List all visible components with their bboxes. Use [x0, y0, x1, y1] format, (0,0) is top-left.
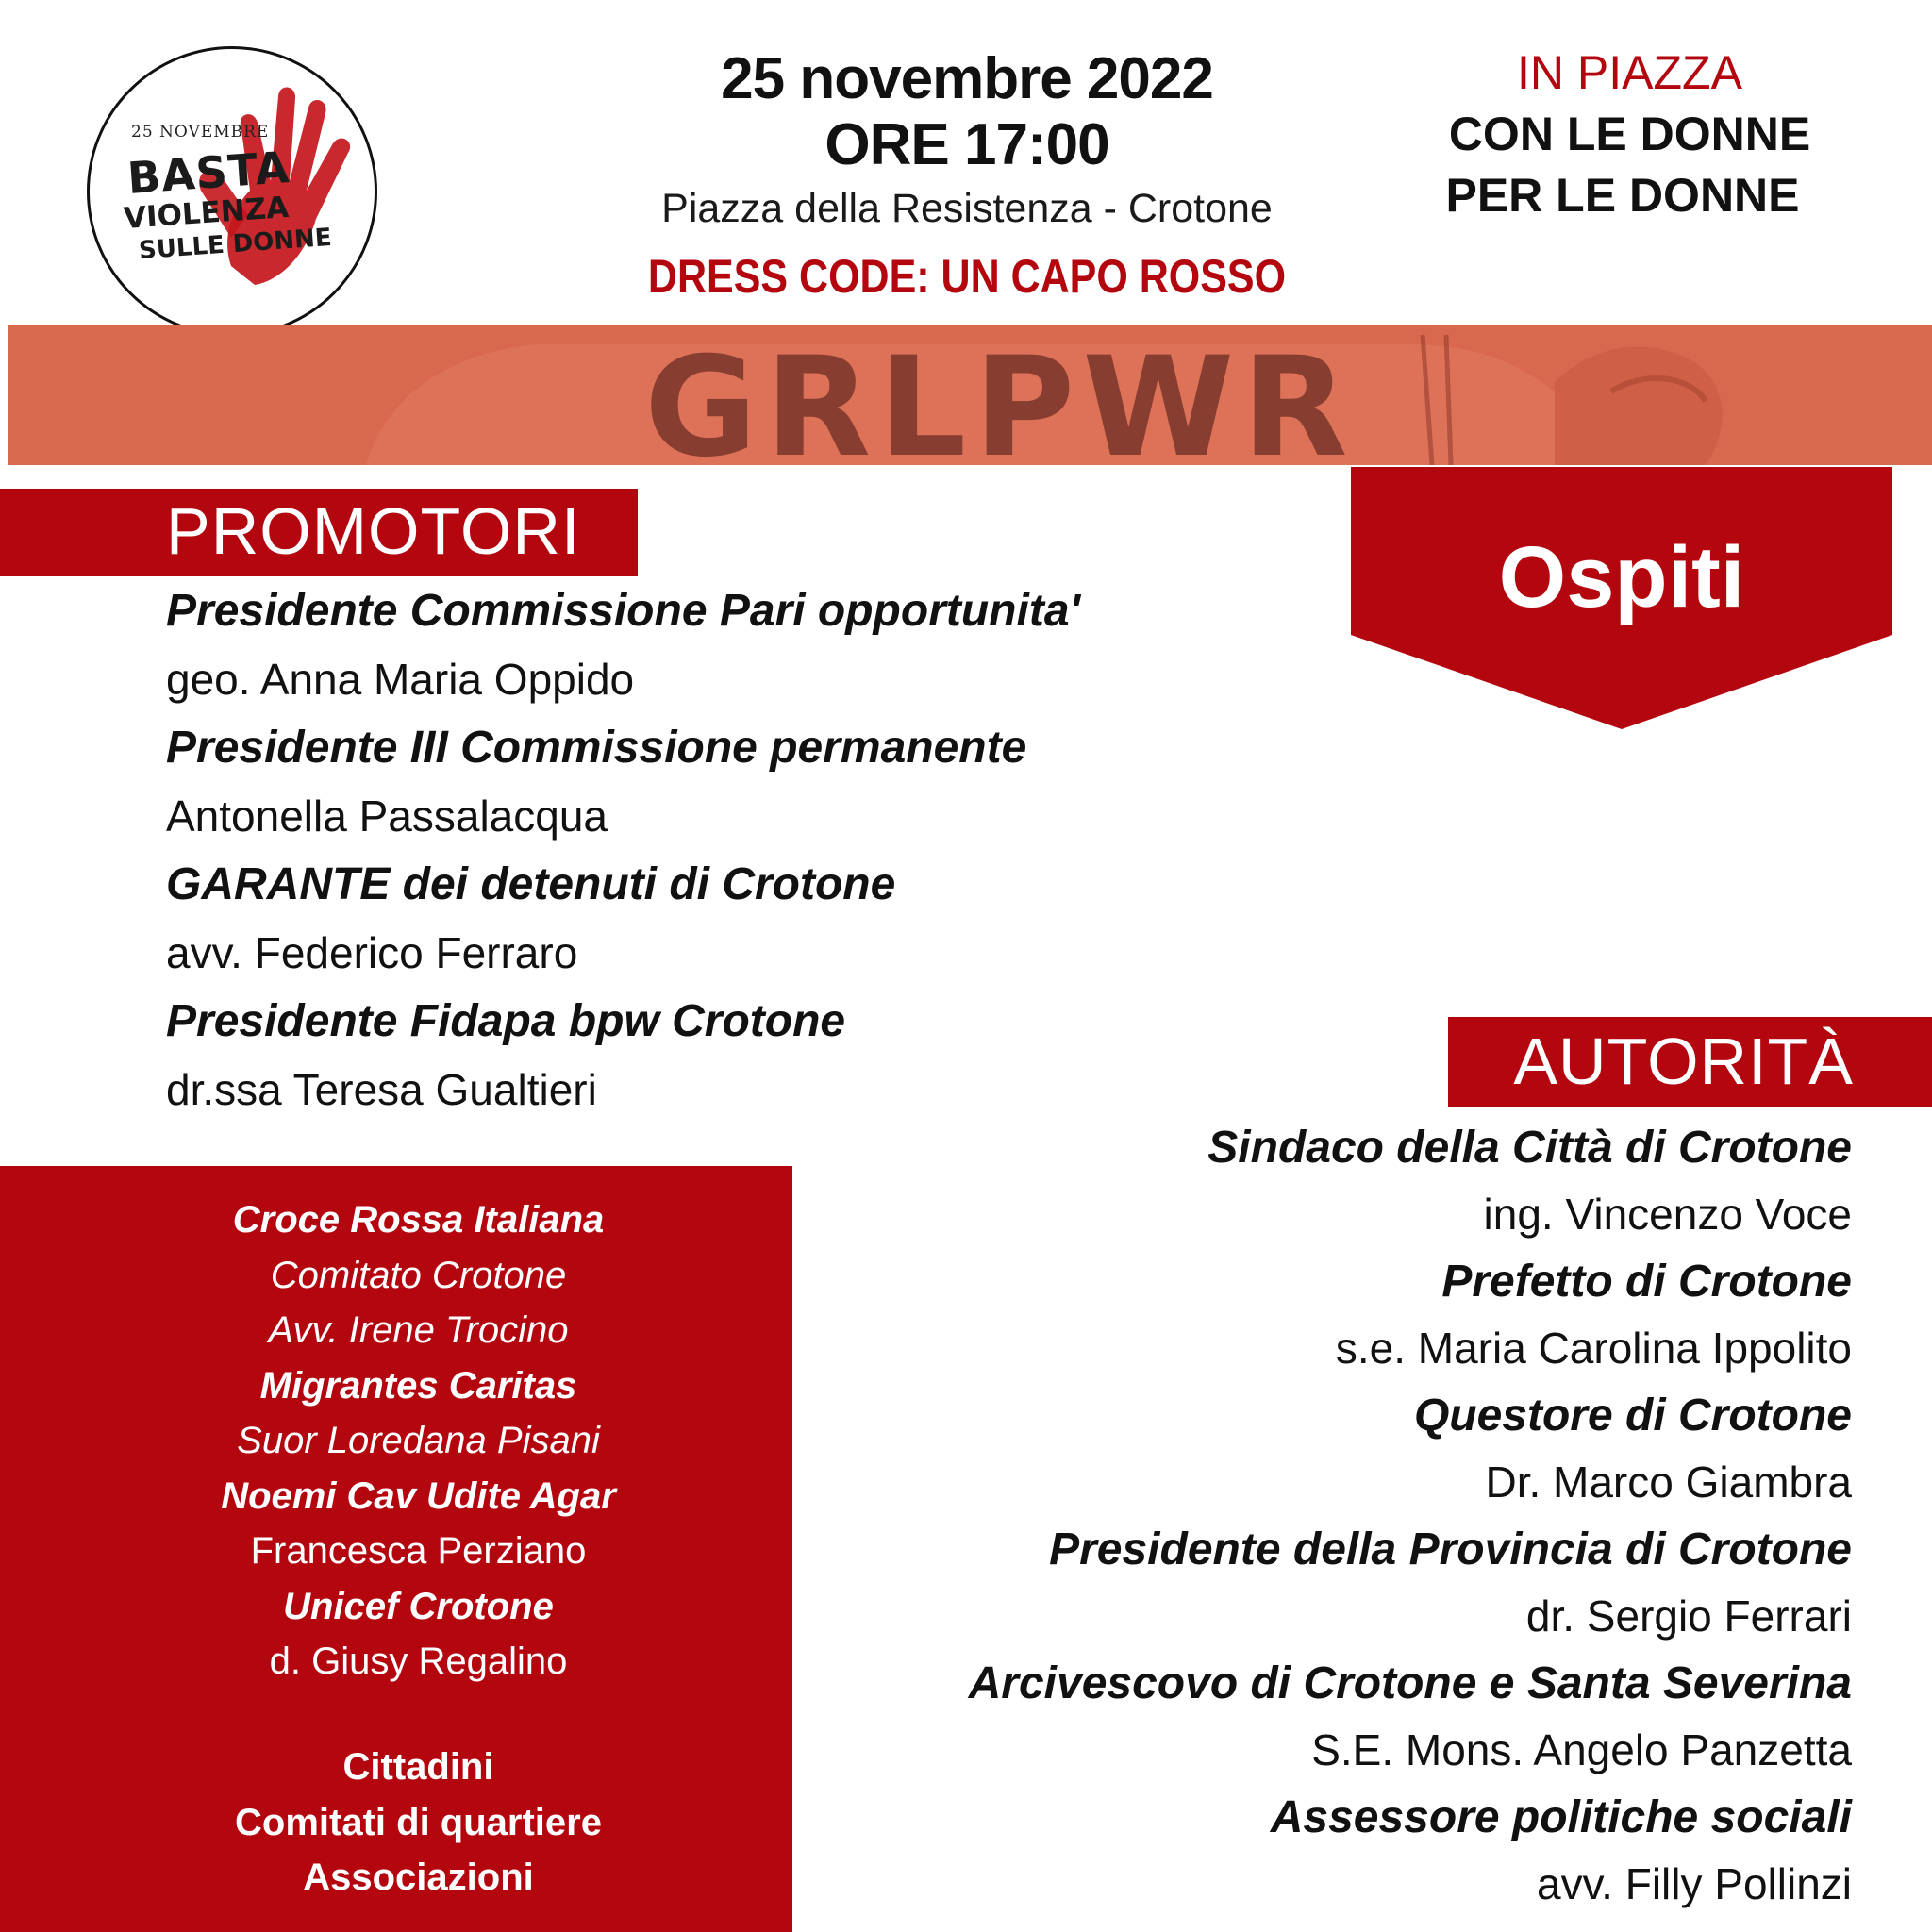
promotore-role: Presidente III Commissione permanente — [166, 723, 1027, 773]
event-logo — [87, 46, 377, 337]
autorita-role: Sindaco della Città di Crotone — [1208, 1123, 1852, 1173]
associazioni-footer — [0, 1740, 837, 1906]
associazione-name: Francesca Perziano — [250, 1530, 587, 1572]
associazione-title: Migrantes Caritas — [259, 1364, 577, 1407]
grlpwr-banner — [8, 325, 1932, 465]
promotore-name: geo. Anna Maria Oppido — [166, 655, 635, 704]
autorita-role: Prefetto di Crotone — [1441, 1257, 1852, 1307]
autorita-name: s.e. Maria Carolina Ippolito — [1335, 1324, 1852, 1373]
ospiti-title: Ospiti — [1498, 529, 1745, 625]
promotore-role: Presidente Fidapa bpw Crotone — [166, 996, 846, 1046]
autorita-role: Questore di Crotone — [1413, 1391, 1852, 1441]
autorita-name: Dr. Marco Giambra — [1485, 1457, 1852, 1507]
autorita-role: Presidente della Provincia di Crotone — [1049, 1524, 1852, 1574]
promotori-list — [166, 577, 1298, 1124]
autorita-list — [736, 1114, 1852, 1918]
tagline-per-le-donne: PER LE DONNE — [1445, 169, 1800, 222]
associazione-name: d. Giusy Regalino — [269, 1641, 568, 1682]
footer-associazioni: Associazioni — [303, 1857, 534, 1898]
autorita-name: ing. Vincenzo Voce — [1483, 1190, 1852, 1239]
associazione-title: Noemi Cav Udite Agar — [221, 1474, 616, 1517]
associazione-title: Unicef Crotone — [283, 1585, 554, 1627]
logo-basta: BASTA — [125, 142, 291, 204]
associazioni-list — [0, 1192, 837, 1690]
logo-violenza: VIOLENZA — [122, 190, 291, 237]
promotore-name: dr.ssa Teresa Gualtieri — [166, 1065, 597, 1114]
footer-cittadini: Cittadini — [342, 1746, 494, 1788]
associazione-title: Croce Rossa Italiana — [232, 1199, 605, 1241]
associazione-subtitle: Comitato Crotone — [270, 1254, 567, 1296]
autorita-name: dr. Sergio Ferrari — [1525, 1591, 1852, 1641]
logo-sulle-donne: SULLE DONNE — [138, 223, 333, 266]
autorita-name: avv. Filly Pollinzi — [1537, 1859, 1852, 1908]
promotore-name: avv. Federico Ferraro — [166, 928, 578, 977]
banner-word: GRLPWR — [644, 327, 1356, 465]
autorita-title: AUTORITÀ — [1513, 1024, 1854, 1098]
event-date: 25 novembre 2022 — [721, 46, 1213, 111]
autorita-name: S.E. Mons. Angelo Panzetta — [1311, 1725, 1852, 1774]
associazione-name: Suor Loredana Pisani — [237, 1420, 600, 1461]
promotore-role: GARANTE dei detenuti di Crotone — [166, 859, 896, 909]
promotori-title: PROMOTORI — [166, 494, 581, 568]
tagline-con-le-donne: CON LE DONNE — [1448, 108, 1811, 160]
autorita-role: Assessore politiche sociali — [1270, 1792, 1852, 1842]
event-time: ORE 17:00 — [824, 112, 1109, 177]
logo-date: 25 NOVEMBRE — [131, 123, 270, 142]
tagline-in-piazza: IN PIAZZA — [1517, 46, 1742, 99]
autorita-role: Arcivescovo di Crotone e Santa Severina — [968, 1658, 1852, 1708]
associazione-name: Avv. Irene Trocino — [268, 1309, 569, 1351]
promotore-role: Presidente Commissione Pari opportunita' — [166, 586, 1080, 636]
dress-code: DRESS CODE: UN CAPO ROSSO — [647, 250, 1287, 303]
promotore-name: Antonella Passalacqua — [166, 791, 608, 841]
event-place: Piazza della Resistenza - Crotone — [661, 186, 1273, 231]
footer-comitati: Comitati di quartiere — [235, 1801, 602, 1843]
